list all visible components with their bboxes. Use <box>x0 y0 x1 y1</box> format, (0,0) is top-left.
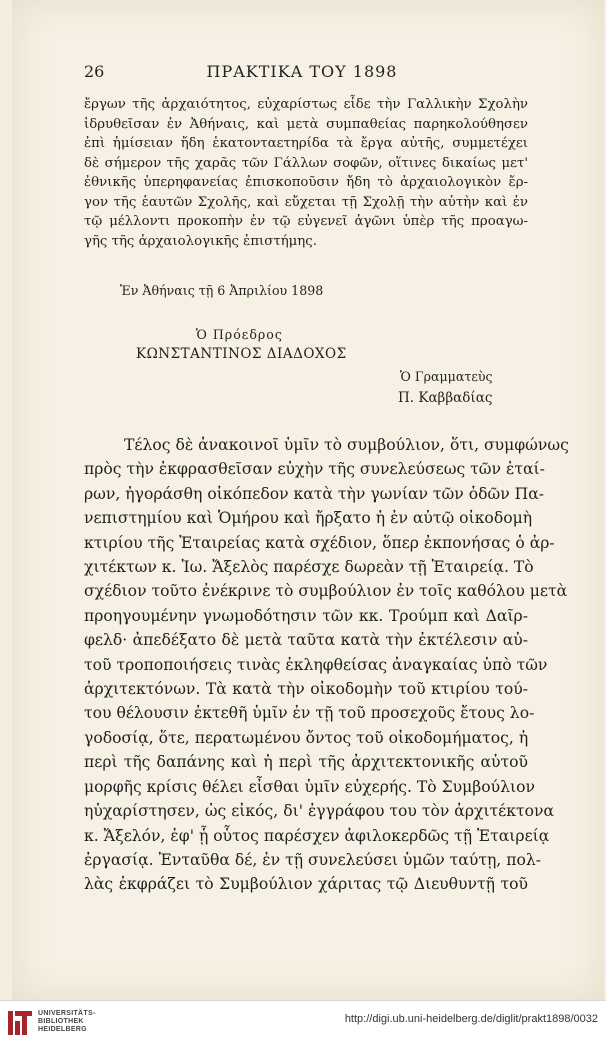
running-title: ΠΡΑΚΤΙΚΑ ΤΟΥ 1898 <box>206 62 398 81</box>
library-logo-icon[interactable] <box>6 1009 34 1037</box>
text-line: ἐθνικῆς ὑπερηφανείας ἐπισκοποῦσιν ἤδη τὸ ἀρχαιολογικὸν ἔρ- <box>84 175 528 190</box>
text-line: περὶ τῆς δαπάνης καὶ ἡ περὶ τῆς ἀρχιτεκτονικῆς αὐτοῦ <box>84 753 528 772</box>
text-line: ἱδρυθεῖσαν ἐν Ἀθήναις, καὶ μετὰ συμπαθείας παρηκολούθησεν <box>84 116 528 132</box>
library-name-line: BIBLIOTHEK <box>38 1018 84 1025</box>
library-name-line: HEIDELBERG <box>38 1026 87 1033</box>
text-line: Τέλος δὲ ἀνακοινοῖ ὑμῖν τὸ συμβούλιον, ὅτι, συμφώνως <box>124 436 569 454</box>
main-paragraph <box>84 433 569 897</box>
text-line: ἐργασίᾳ. Ἐνταῦθα δέ, ἐν τῇ συνελεύσει ὑμῶν ταύτῃ, πολ- <box>84 850 541 869</box>
text-line: ηὐχαρίστησεν, ὡς εἰκός, δι' ἐγγράφου του τὸν ἀρχιτέκτονα <box>84 802 555 821</box>
text-line: ἔργων τῆς ἀρχαιότητος, εὐχαρίστως εἶδε τὴν Γαλλικὴν Σχολὴν <box>84 97 528 112</box>
text-line: φελδ· ἀπεδέξατο δὲ μετὰ ταῦτα κατὰ τὴν ἐκτέλεσιν αὐ- <box>84 631 528 650</box>
text-line: ἐπὶ ἡμίσειαν ἤδη ἑκατονταετηρίδα τὰ ἔργα αὐτῆς, συμμετέχει <box>84 136 528 151</box>
text-line: σχέδιον τοῦτο ἐνέκρινε τὸ συμβούλιον ἐν τοῖς καθόλου μετὰ <box>84 582 568 601</box>
text-line: δὲ σήμερον τῆς χαρᾶς τῶν Γάλλων σοφῶν, οἵτινες δικαίως μετ' <box>84 155 528 171</box>
library-name <box>38 1010 96 1034</box>
source-url-link[interactable]: http://digi.ub.uni-heidelberg.de/diglit/prakt1898/0032 <box>344 1013 598 1025</box>
dateline: Ἐν Ἀθήναις τῇ 6 Ἀπριλίου 1898 <box>120 283 324 298</box>
text-line: τοῦ τροποποιήσεις τινὰς ἐκληφθείσας ἀναγκαίας ὑπὸ τῶν <box>84 655 548 674</box>
text-line: κ. Ἄξελόν, ἐφ' ᾗ οὗτος παρέσχεν ἀφιλοκερδῶς τῇ Ἑταιρείᾳ <box>84 826 550 845</box>
page-header <box>84 62 520 84</box>
library-name-line: UNIVERSITÄTS- <box>38 1010 96 1017</box>
text-line: γον τῆς ἑαυτῶν Σχολῆς, καὶ εὔχεται τῇ Σχολῇ τὴν αὐτὴν καὶ ἐν <box>84 194 528 210</box>
text-line: μορφῆς κρίσις θέλει εἶσθαι ὑμῖν εὐχερής. Τὸ Συμβούλιον <box>84 777 535 796</box>
text-line: γῆς τῆς ἀρχαιολογικῆς ἐπιστήμης. <box>84 233 317 249</box>
text-line: κτιρίου τῆς Ἑταιρείας κατὰ σχέδιον, ὅπερ ἐκπονήσας ὁ ἀρ- <box>84 533 555 552</box>
text-line: του θέλουσιν ἐκτεθῆ ὑμῖν ἐν τῇ τοῦ προσεχοῦς ἔτους λο- <box>84 704 535 723</box>
text-line: πρὸς τὴν ἐκφρασθεῖσαν εὐχὴν τῆς συνελεύσεως τῶν ἑταί- <box>84 460 545 479</box>
president-title: Ὁ Πρόεδρος <box>196 327 283 342</box>
footer-bar <box>0 1000 606 1043</box>
secretary-title: Ὁ Γραμματεὺς <box>400 369 493 384</box>
text-line: χιτέκτων κ. Ἰω. Ἄξελὸς παρέσχε δωρεὰν τῇ Ἑταιρείᾳ. Τὸ <box>84 558 534 577</box>
text-line: νεπιστημίου καὶ Ὁμήρου καὶ ἤρξατο ἡ ἐν αὐτῷ οἰκοδομὴ <box>84 509 533 528</box>
text-line: λὰς ἐκφράζει τὸ Συμβούλιον χάριτας τῷ Διευθυντῇ τοῦ <box>84 875 528 894</box>
secretary-name: Π. Καββαδίας <box>398 390 493 406</box>
text-line: ἀρχιτεκτόνων. Τὰ κατὰ τὴν οἰκοδομὴν τοῦ κτιρίου τού- <box>84 680 528 699</box>
text-line: ρων, ἠγοράσθη οἰκόπεδον κατὰ τὴν γωνίαν τῶν ὁδῶν Πα- <box>84 484 545 503</box>
text-line: γοδοσίᾳ, ὅτε, περατωμένου ὄντος τοῦ οἰκοδομήματος, ἡ <box>84 728 529 747</box>
top-paragraph <box>84 95 528 251</box>
text-line: προηγουμένην γνωμοδότησιν τῶν κκ. Τρούμπ καὶ Δαῖρ- <box>84 606 528 625</box>
president-name: ΚΩΝΣΤΑΝΤΙΝΟΣ ΔΙΑΔΟΧΟΣ <box>136 346 347 362</box>
page-number: 26 <box>84 62 105 81</box>
text-line: τῷ μέλλοντι προκοπὴν ἐν τῷ εὐγενεῖ ἀγῶνι ὑπὲρ τῆς προαγω- <box>84 214 528 229</box>
